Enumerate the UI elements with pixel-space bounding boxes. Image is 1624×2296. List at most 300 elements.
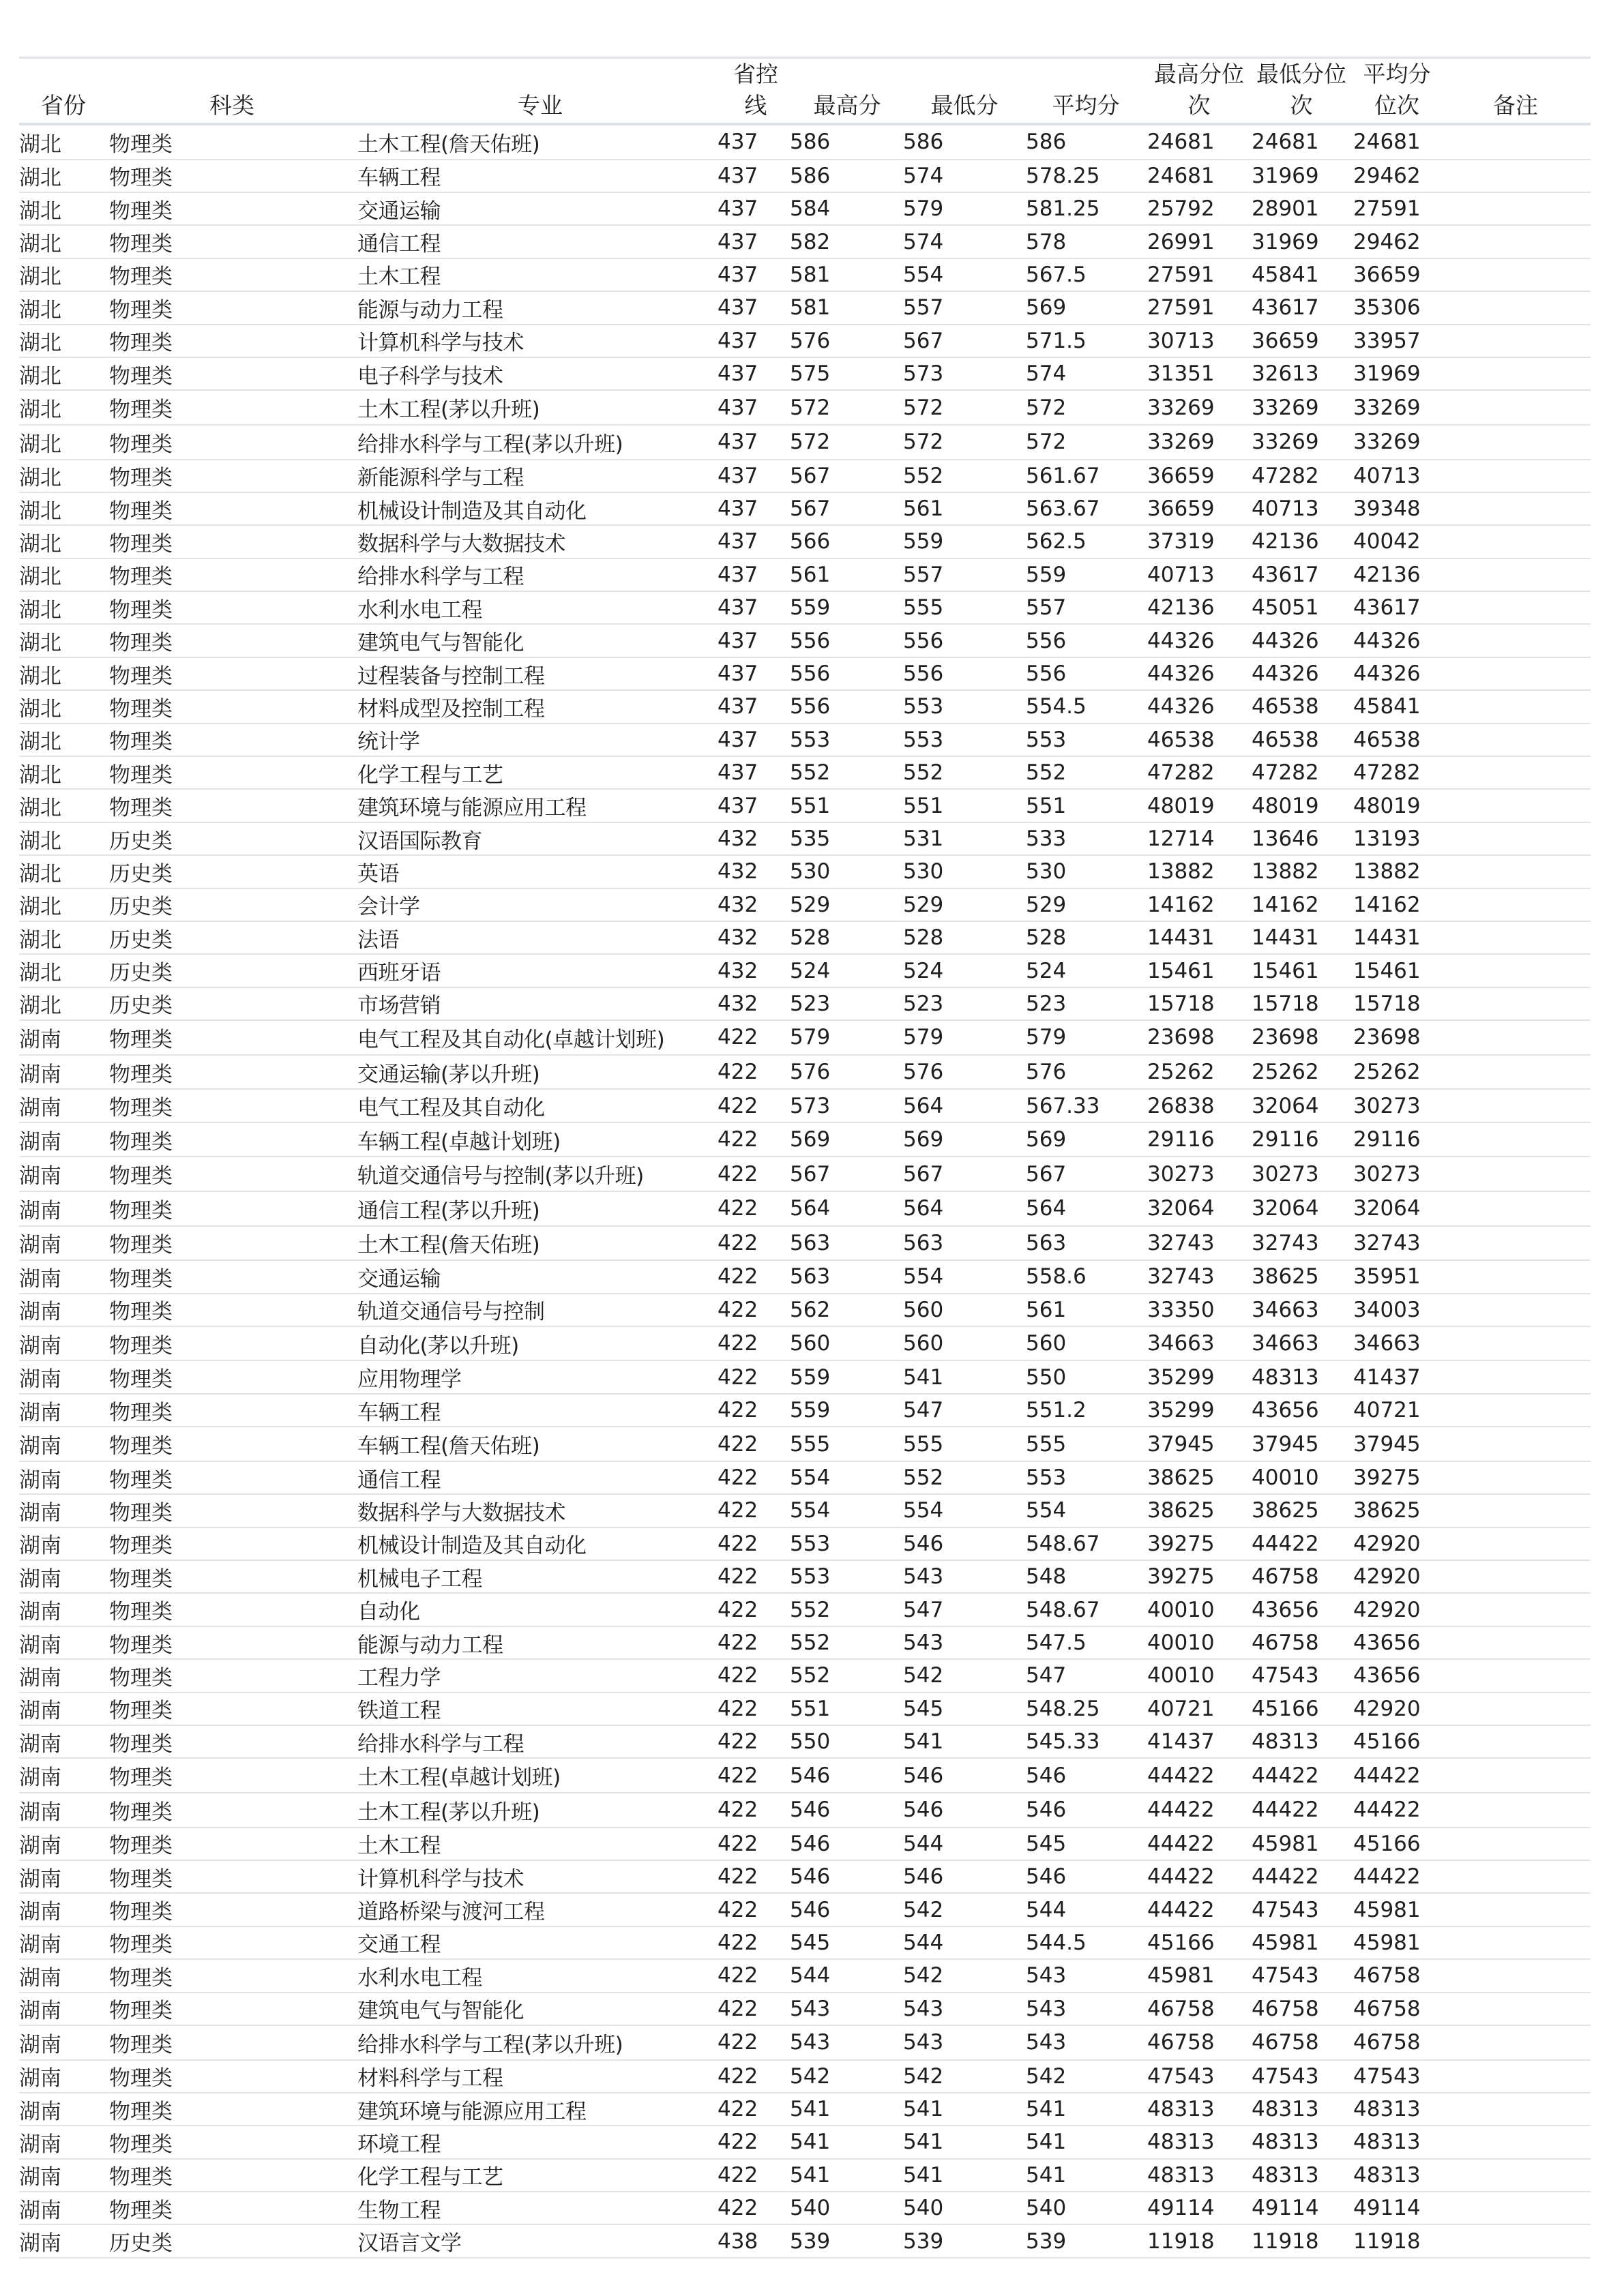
cell-control-line: 422: [718, 1531, 758, 1556]
cell-avg-rank: 15461: [1353, 958, 1421, 983]
table-row: [19, 1495, 1591, 1527]
cell-max-score: 545: [790, 1930, 831, 1955]
cell-control-line: 422: [718, 1127, 758, 1152]
cell-max-score: 544: [790, 1963, 831, 1988]
table-row: [19, 1660, 1591, 1693]
cell-major: 建筑环境与能源应用工程: [357, 2099, 587, 2124]
cell-major: 水利水电工程: [357, 1965, 482, 1991]
cell-max-rank: 48313: [1147, 2130, 1215, 2155]
cell-max-score: 529: [790, 892, 831, 917]
cell-min-rank: 15718: [1252, 991, 1319, 1016]
cell-province: 湖南: [19, 1800, 61, 1825]
table-row: [19, 1528, 1591, 1561]
cell-control-line: 422: [718, 1465, 758, 1491]
cell-control-line: 422: [718, 1431, 758, 1457]
cell-min-rank: 44422: [1252, 1531, 1319, 1556]
cell-min-rank: 34663: [1252, 1331, 1319, 1356]
cell-subject-type: 物理类: [109, 1300, 173, 1325]
cell-avg-score: 548: [1026, 1564, 1067, 1590]
cell-control-line: 432: [718, 826, 758, 851]
cell-max-rank: 44422: [1147, 1897, 1215, 1922]
cell-major: 车辆工程: [357, 1400, 441, 1425]
cell-min-score: 557: [903, 562, 944, 587]
cell-major: 交通运输(茅以升班): [357, 1062, 540, 1087]
cell-province: 湖南: [19, 1731, 61, 1757]
cell-province: 湖北: [19, 198, 61, 224]
cell-min-score: 547: [903, 1398, 944, 1423]
cell-avg-score: 561: [1026, 1297, 1067, 1322]
cell-subject-type: 物理类: [109, 1198, 173, 1223]
cell-subject-type: 物理类: [109, 1900, 173, 1925]
cell-control-line: 437: [718, 328, 758, 353]
cell-max-score: 575: [790, 361, 831, 387]
cell-max-score: 567: [790, 496, 831, 522]
cell-subject-type: 物理类: [109, 198, 173, 224]
cell-control-line: 437: [718, 661, 758, 687]
cell-avg-score: 569: [1026, 1127, 1067, 1152]
cell-min-score: 553: [903, 694, 944, 719]
cell-province: 湖南: [19, 2032, 61, 2057]
cell-province: 湖北: [19, 132, 61, 157]
cell-min-score: 564: [903, 1093, 944, 1118]
cell-min-score: 539: [903, 2228, 944, 2254]
cell-province: 湖南: [19, 1965, 61, 1991]
cell-major: 自动化: [357, 1600, 420, 1625]
cell-avg-rank: 42136: [1353, 562, 1421, 587]
cell-control-line: 422: [718, 1798, 758, 1823]
cell-avg-score: 541: [1026, 2162, 1067, 2188]
cell-min-rank: 32613: [1252, 361, 1319, 387]
cell-max-score: 546: [790, 1798, 831, 1823]
header-subject-type: 科类: [209, 92, 254, 119]
cell-max-rank: 40721: [1147, 1696, 1215, 1721]
cell-max-score: 551: [790, 793, 831, 818]
cell-max-score: 541: [790, 2097, 831, 2122]
table-row: [19, 426, 1591, 460]
table-row: [19, 1828, 1591, 1861]
cell-major: 机械设计制造及其自动化: [357, 498, 587, 524]
cell-max-rank: 25262: [1147, 1060, 1215, 1085]
cell-max-score: 573: [790, 1093, 831, 1118]
cell-min-rank: 47543: [1252, 2063, 1319, 2089]
cell-min-score: 528: [903, 925, 944, 951]
cell-control-line: 437: [718, 595, 758, 621]
cell-subject-type: 物理类: [109, 1933, 173, 1958]
cell-min-score: 523: [903, 991, 944, 1016]
cell-min-score: 542: [903, 2063, 944, 2089]
cell-avg-rank: 35306: [1353, 295, 1421, 320]
cell-avg-rank: 45841: [1353, 694, 1421, 719]
cell-min-rank: 42136: [1252, 529, 1319, 554]
cell-min-score: 546: [903, 1531, 944, 1556]
cell-province: 湖北: [19, 331, 61, 356]
cell-avg-rank: 32743: [1353, 1230, 1421, 1255]
cell-min-rank: 40713: [1252, 496, 1319, 522]
cell-avg-rank: 46758: [1353, 1963, 1421, 1988]
cell-max-score: 554: [790, 1498, 831, 1523]
cell-max-score: 540: [790, 2196, 831, 2221]
cell-max-score: 539: [790, 2228, 831, 2254]
cell-control-line: 422: [718, 1930, 758, 1955]
cell-max-rank: 46758: [1147, 2030, 1215, 2055]
cell-avg-score: 567: [1026, 1161, 1067, 1187]
cell-min-score: 586: [903, 130, 944, 155]
cell-province: 湖南: [19, 1367, 61, 1392]
cell-max-score: 554: [790, 1465, 831, 1491]
cell-avg-rank: 35951: [1353, 1264, 1421, 1289]
cell-min-score: 579: [903, 196, 944, 222]
cell-min-rank: 13882: [1252, 859, 1319, 884]
cell-max-rank: 39275: [1147, 1564, 1215, 1590]
cell-avg-score: 553: [1026, 727, 1067, 752]
cell-max-score: 581: [790, 262, 831, 287]
table-row: [19, 460, 1591, 493]
cell-control-line: 437: [718, 529, 758, 554]
cell-major: 土木工程(詹天佑班): [357, 1233, 540, 1258]
cell-province: 湖南: [19, 1866, 61, 1892]
cell-max-rank: 24681: [1147, 163, 1215, 188]
cell-avg-score: 561.67: [1026, 463, 1100, 488]
cell-avg-rank: 25262: [1353, 1060, 1421, 1085]
cell-max-score: 563: [790, 1230, 831, 1255]
cell-avg-rank: 11918: [1353, 2228, 1421, 2254]
cell-min-rank: 46538: [1252, 727, 1319, 752]
cell-control-line: 422: [718, 2063, 758, 2089]
cell-province: 湖南: [19, 1834, 61, 1859]
cell-subject-type: 物理类: [109, 531, 173, 556]
table-row: [19, 2192, 1591, 2225]
cell-min-rank: 37945: [1252, 1431, 1319, 1457]
cell-major: 土木工程(詹天佑班): [357, 132, 540, 157]
cell-province: 湖南: [19, 1933, 61, 1958]
cell-major: 电气工程及其自动化: [357, 1096, 545, 1121]
cell-subject-type: 物理类: [109, 1266, 173, 1292]
cell-subject-type: 物理类: [109, 1434, 173, 1459]
table-row: [19, 2026, 1591, 2061]
cell-min-rank: 47282: [1252, 760, 1319, 786]
cell-min-score: 544: [903, 1930, 944, 1955]
cell-max-rank: 14431: [1147, 925, 1215, 951]
cell-major: 给排水科学与工程(茅以升班): [357, 432, 623, 457]
cell-major: 统计学: [357, 730, 420, 755]
cell-min-score: 541: [903, 1729, 944, 1755]
cell-avg-rank: 45166: [1353, 1729, 1421, 1755]
table-row: [19, 1960, 1591, 1993]
cell-avg-rank: 31969: [1353, 361, 1421, 387]
cell-control-line: 437: [718, 395, 758, 420]
cell-min-score: 573: [903, 361, 944, 387]
header-max-rank: 最高分位 次: [1154, 61, 1244, 119]
header-min-rank: 最低分位 次: [1256, 61, 1346, 119]
table-row: [19, 125, 1591, 160]
cell-avg-rank: 45981: [1353, 1930, 1421, 1955]
cell-max-score: 543: [790, 1996, 831, 2021]
cell-province: 湖北: [19, 265, 61, 290]
cell-max-rank: 26991: [1147, 229, 1215, 254]
cell-min-score: 542: [903, 1663, 944, 1688]
cell-major: 过程装备与控制工程: [357, 664, 545, 689]
cell-province: 湖南: [19, 1900, 61, 1925]
cell-min-rank: 43656: [1252, 1597, 1319, 1622]
cell-control-line: 437: [718, 163, 758, 188]
cell-max-rank: 40010: [1147, 1663, 1215, 1688]
cell-min-score: 553: [903, 727, 944, 752]
table-row: [19, 358, 1591, 391]
cell-min-rank: 47282: [1252, 463, 1319, 488]
cell-control-line: 422: [718, 1597, 758, 1622]
cell-major: 车辆工程(詹天佑班): [357, 1434, 540, 1459]
cell-province: 湖北: [19, 531, 61, 556]
table-row: [19, 1427, 1591, 1462]
cell-min-score: 554: [903, 262, 944, 287]
cell-subject-type: 物理类: [109, 1632, 173, 1658]
cell-min-rank: 14431: [1252, 925, 1319, 951]
cell-control-line: 422: [718, 2097, 758, 2122]
cell-max-rank: 32064: [1147, 1196, 1215, 1221]
cell-subject-type: 物理类: [109, 1600, 173, 1625]
cell-max-rank: 33269: [1147, 430, 1215, 455]
cell-min-rank: 36659: [1252, 328, 1319, 353]
header-province: 省份: [41, 92, 86, 119]
cell-min-score: 561: [903, 496, 944, 522]
cell-control-line: 437: [718, 628, 758, 653]
cell-subject-type: 物理类: [109, 2032, 173, 2057]
cell-avg-rank: 44422: [1353, 1798, 1421, 1823]
cell-subject-type: 物理类: [109, 597, 173, 623]
cell-control-line: 437: [718, 760, 758, 786]
cell-avg-score: 554.5: [1026, 694, 1087, 719]
cell-major: 车辆工程: [357, 166, 441, 191]
cell-min-score: 530: [903, 859, 944, 884]
cell-min-score: 542: [903, 1963, 944, 1988]
table-row: [19, 1192, 1591, 1227]
cell-avg-score: 542: [1026, 2063, 1067, 2089]
cell-avg-score: 547: [1026, 1663, 1067, 1688]
cell-min-score: 579: [903, 1025, 944, 1050]
table-row: [19, 1726, 1591, 1759]
cell-province: 湖南: [19, 1999, 61, 2024]
cell-avg-rank: 42920: [1353, 1597, 1421, 1622]
cell-min-rank: 48313: [1252, 1365, 1319, 1390]
cell-min-score: 552: [903, 1465, 944, 1491]
cell-min-rank: 34663: [1252, 1297, 1319, 1322]
cell-avg-score: 578: [1026, 229, 1067, 254]
cell-min-rank: 43617: [1252, 562, 1319, 587]
cell-control-line: 422: [718, 1564, 758, 1590]
cell-province: 湖北: [19, 363, 61, 389]
cell-subject-type: 物理类: [109, 432, 173, 457]
cell-province: 湖北: [19, 664, 61, 689]
cell-subject-type: 物理类: [109, 565, 173, 590]
cell-avg-score: 545.33: [1026, 1729, 1100, 1755]
cell-min-score: 564: [903, 1196, 944, 1221]
cell-avg-rank: 30273: [1353, 1093, 1421, 1118]
cell-province: 湖北: [19, 895, 61, 920]
cell-subject-type: 物理类: [109, 2099, 173, 2124]
cell-control-line: 422: [718, 1729, 758, 1755]
cell-province: 湖北: [19, 466, 61, 491]
cell-min-score: 541: [903, 2097, 944, 2122]
table-row: [19, 823, 1591, 856]
cell-avg-rank: 38625: [1353, 1498, 1421, 1523]
cell-province: 湖南: [19, 1062, 61, 1087]
cell-min-score: 572: [903, 395, 944, 420]
cell-max-rank: 30273: [1147, 1161, 1215, 1187]
cell-subject-type: 物理类: [109, 1999, 173, 2024]
cell-max-score: 550: [790, 1729, 831, 1755]
cell-min-rank: 48313: [1252, 2130, 1319, 2155]
cell-major: 通信工程(茅以升班): [357, 1198, 540, 1223]
cell-major: 建筑电气与智能化: [357, 1999, 524, 2024]
cell-avg-score: 545: [1026, 1831, 1067, 1856]
cell-major: 市场营销: [357, 994, 441, 1019]
cell-subject-type: 物理类: [109, 1500, 173, 1525]
table-row: [19, 1561, 1591, 1594]
table-row: [19, 325, 1591, 358]
cell-avg-score: 567.5: [1026, 262, 1087, 287]
cell-subject-type: 物理类: [109, 331, 173, 356]
cell-min-rank: 48313: [1252, 1729, 1319, 1755]
cell-control-line: 422: [718, 1060, 758, 1085]
table-row: [19, 160, 1591, 193]
cell-subject-type: 物理类: [109, 265, 173, 290]
cell-control-line: 422: [718, 1696, 758, 1721]
cell-control-line: 432: [718, 892, 758, 917]
cell-min-rank: 49114: [1252, 2196, 1319, 2221]
cell-avg-score: 571.5: [1026, 328, 1087, 353]
table-row: [19, 1759, 1591, 1793]
cell-min-score: 556: [903, 661, 944, 687]
cell-province: 湖北: [19, 166, 61, 191]
cell-min-rank: 44326: [1252, 661, 1319, 687]
cell-subject-type: 物理类: [109, 1367, 173, 1392]
cell-province: 湖北: [19, 762, 61, 788]
cell-subject-type: 物理类: [109, 232, 173, 257]
cell-max-score: 553: [790, 1564, 831, 1590]
cell-min-score: 556: [903, 628, 944, 653]
cell-control-line: 422: [718, 1897, 758, 1922]
cell-subject-type: 物理类: [109, 1965, 173, 1991]
cell-province: 湖南: [19, 1632, 61, 1658]
cell-major: 交通工程: [357, 1933, 441, 1958]
cell-subject-type: 物理类: [109, 398, 173, 423]
cell-min-rank: 46758: [1252, 1996, 1319, 2021]
cell-min-rank: 47543: [1252, 1663, 1319, 1688]
cell-avg-score: 586: [1026, 130, 1067, 155]
cell-major: 轨道交通信号与控制(茅以升班): [357, 1164, 644, 1189]
cell-province: 湖北: [19, 297, 61, 323]
cell-min-score: 574: [903, 229, 944, 254]
cell-province: 湖北: [19, 696, 61, 721]
cell-major: 化学工程与工艺: [357, 2165, 503, 2190]
cell-control-line: 422: [718, 1025, 758, 1050]
cell-max-score: 556: [790, 661, 831, 687]
cell-subject-type: 物理类: [109, 2198, 173, 2223]
cell-min-score: 569: [903, 1127, 944, 1152]
cell-min-rank: 31969: [1252, 163, 1319, 188]
cell-subject-type: 物理类: [109, 796, 173, 821]
cell-min-score: 543: [903, 2030, 944, 2055]
cell-province: 湖南: [19, 1400, 61, 1425]
cell-max-score: 556: [790, 628, 831, 653]
cell-province: 湖南: [19, 1665, 61, 1690]
cell-avg-rank: 44422: [1353, 1864, 1421, 1890]
cell-max-score: 528: [790, 925, 831, 951]
cell-control-line: 422: [718, 1264, 758, 1289]
cell-avg-score: 560: [1026, 1331, 1067, 1356]
cell-avg-score: 524: [1026, 958, 1067, 983]
cell-subject-type: 物理类: [109, 466, 173, 491]
cell-avg-rank: 40721: [1353, 1398, 1421, 1423]
table-row: [19, 955, 1591, 987]
cell-max-rank: 40010: [1147, 1597, 1215, 1622]
cell-min-score: 554: [903, 1498, 944, 1523]
cell-min-rank: 44422: [1252, 1763, 1319, 1788]
cell-control-line: 437: [718, 262, 758, 287]
cell-province: 湖南: [19, 1699, 61, 1724]
cell-max-rank: 46758: [1147, 1996, 1215, 2021]
cell-avg-score: 540: [1026, 2196, 1067, 2221]
cell-province: 湖南: [19, 1333, 61, 1358]
cell-max-score: 556: [790, 694, 831, 719]
cell-subject-type: 物理类: [109, 132, 173, 157]
cell-subject-type: 物理类: [109, 2132, 173, 2157]
cell-control-line: 437: [718, 496, 758, 522]
cell-avg-score: 541: [1026, 2097, 1067, 2122]
cell-control-line: 422: [718, 2196, 758, 2221]
cell-subject-type: 物理类: [109, 1129, 173, 1154]
cell-major: 新能源科学与工程: [357, 466, 524, 491]
cell-avg-score: 572: [1026, 430, 1067, 455]
cell-min-score: 541: [903, 1365, 944, 1390]
cell-avg-rank: 27591: [1353, 196, 1421, 222]
cell-province: 湖南: [19, 1198, 61, 1223]
cell-avg-score: 548.67: [1026, 1597, 1100, 1622]
cell-min-rank: 14162: [1252, 892, 1319, 917]
cell-min-rank: 45166: [1252, 1696, 1319, 1721]
cell-min-rank: 15461: [1252, 958, 1319, 983]
cell-max-rank: 38625: [1147, 1465, 1215, 1491]
cell-min-score: 546: [903, 1864, 944, 1890]
cell-avg-score: 529: [1026, 892, 1067, 917]
cell-avg-rank: 37945: [1353, 1431, 1421, 1457]
cell-major: 电子科学与技术: [357, 363, 503, 389]
table-row: [19, 790, 1591, 822]
cell-subject-type: 历史类: [109, 861, 173, 886]
cell-max-score: 553: [790, 1531, 831, 1556]
cell-avg-rank: 47282: [1353, 760, 1421, 786]
cell-min-rank: 47543: [1252, 1897, 1319, 1922]
cell-control-line: 422: [718, 1831, 758, 1856]
cell-major: 环境工程: [357, 2132, 441, 2157]
cell-subject-type: 物理类: [109, 1665, 173, 1690]
cell-avg-score: 569: [1026, 295, 1067, 320]
cell-province: 湖南: [19, 2231, 61, 2256]
cell-subject-type: 物理类: [109, 696, 173, 721]
cell-control-line: 432: [718, 991, 758, 1016]
cell-province: 湖南: [19, 2066, 61, 2091]
cell-min-score: 541: [903, 2162, 944, 2188]
cell-avg-score: 563: [1026, 1230, 1067, 1255]
cell-province: 湖南: [19, 1027, 61, 1052]
cell-max-rank: 15461: [1147, 958, 1215, 983]
cell-avg-score: 551: [1026, 793, 1067, 818]
cell-max-rank: 44422: [1147, 1763, 1215, 1788]
cell-max-score: 582: [790, 229, 831, 254]
cell-province: 湖南: [19, 1500, 61, 1525]
header-control-line: 省控 线: [733, 61, 778, 119]
cell-subject-type: 物理类: [109, 166, 173, 191]
